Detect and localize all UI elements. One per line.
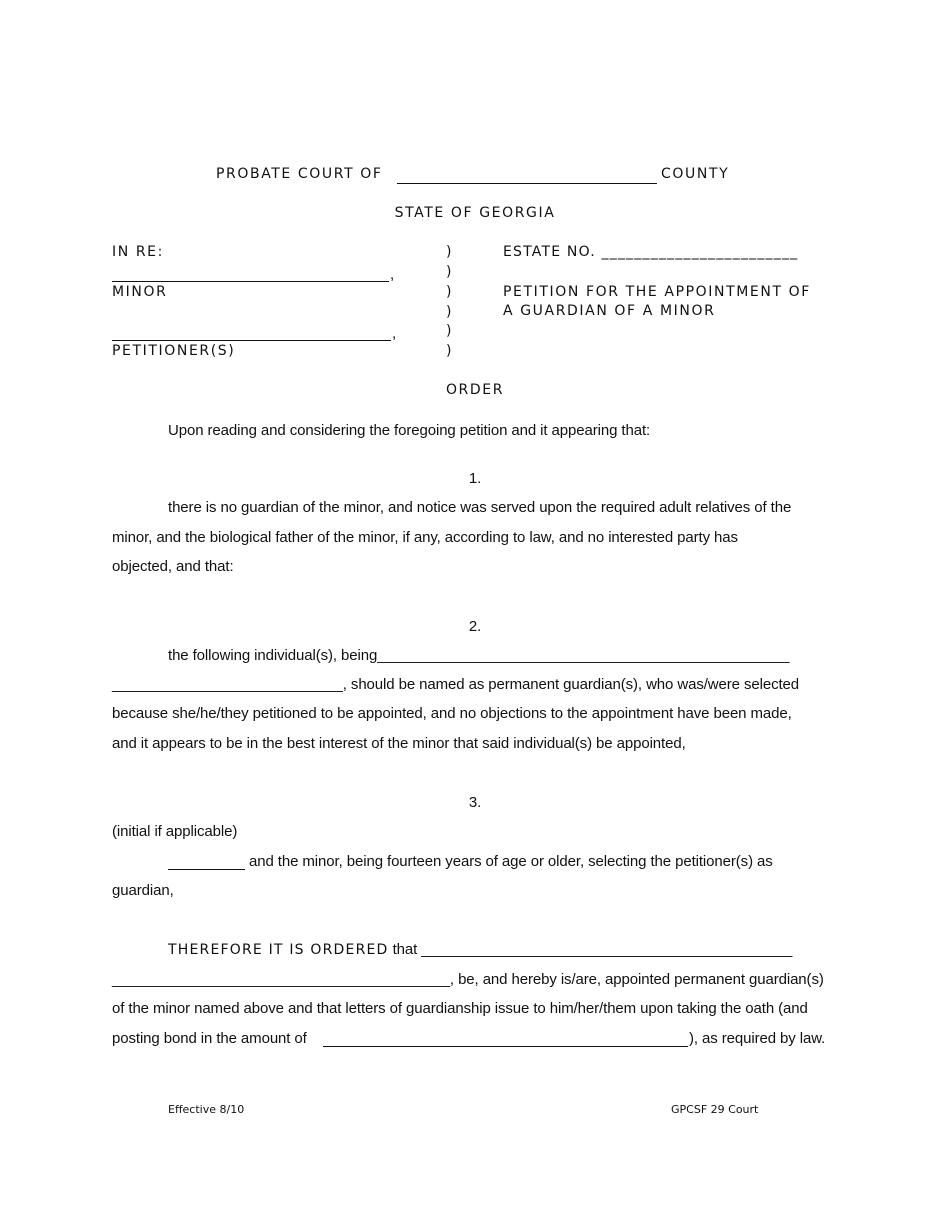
county-name-line[interactable] <box>397 183 657 184</box>
bond-prefix: posting bond in the amount of <box>112 1030 307 1047</box>
caption-paren: ) <box>446 323 454 339</box>
bond-suffix: ), as required by law. <box>689 1030 826 1047</box>
petitioner-comma: , <box>392 325 397 342</box>
bond-amount-field[interactable] <box>323 1046 688 1047</box>
petitioner-name-line[interactable] <box>112 340 391 341</box>
petitioner-label: PETITIONER(S) <box>112 343 236 359</box>
state-heading: STATE OF GEORGIA <box>394 205 556 221</box>
guardian-names-field[interactable]: the following individual(s), being__________________________________________________ <box>168 647 790 664</box>
item2-line2[interactable]: ____________________________, should be named as permanent guardian(s), who was/were selected <box>112 676 800 693</box>
therefore-line1[interactable] <box>168 941 792 959</box>
caption-paren: ) <box>446 244 454 260</box>
item1-line2: minor, and the biological father of the minor, if any, according to law, and no interested party has <box>112 529 738 546</box>
effective-date: Effective 8/10 <box>168 1103 245 1116</box>
item1-line3: objected, and that: <box>112 558 234 575</box>
item3-line2: guardian, <box>112 882 174 899</box>
caption-paren: ) <box>446 264 454 280</box>
form-id: GPCSF 29 Court <box>671 1103 759 1116</box>
minor-comma: , <box>390 266 395 283</box>
therefore-label: THEREFORE IT IS ORDERED <box>168 942 389 958</box>
item2-number: 2. <box>468 618 482 635</box>
item2-line4: and it appears to be in the best interest of the minor that said individual(s) be appointed, <box>112 735 686 752</box>
initial-note: (initial if applicable) <box>112 823 238 840</box>
in-re-label: IN RE: <box>112 244 164 260</box>
item1-line1: there is no guardian of the minor, and notice was served upon the required adult relatives of the <box>168 499 792 516</box>
petition-title-line2: A GUARDIAN OF A MINOR <box>503 303 716 319</box>
therefore-line3: of the minor named above and that letters of guardianship issue to him/her/them upon taking the oath (and <box>112 1000 808 1017</box>
minor-name-line[interactable] <box>112 281 389 282</box>
item3-line1: and the minor, being fourteen years of age or older, selecting the petitioner(s) as <box>249 853 773 870</box>
caption-paren: ) <box>446 284 454 300</box>
court-suffix: COUNTY <box>661 166 730 182</box>
item1-number: 1. <box>468 470 482 487</box>
therefore-line2[interactable]: _________________________________________, be, and hereby is/are, appointed permanent guardian(s) <box>112 971 824 988</box>
appointee-field[interactable]: that _____________________________________________ <box>388 941 793 958</box>
initial-field[interactable] <box>168 869 245 870</box>
caption-paren: ) <box>446 343 454 359</box>
item3-number: 3. <box>468 794 482 811</box>
item2-line3: because she/he/they petitioned to be appointed, and no objections to the appointment have been made, <box>112 705 792 722</box>
petition-title-line1: PETITION FOR THE APPOINTMENT OF <box>503 284 811 300</box>
estate-number-field[interactable]: ESTATE NO. ________________________ <box>503 244 799 260</box>
court-prefix: PROBATE COURT OF <box>216 166 383 182</box>
caption-paren: ) <box>446 304 454 320</box>
minor-label: MINOR <box>112 284 168 300</box>
order-title: ORDER <box>445 382 505 398</box>
order-intro: Upon reading and considering the foregoing petition and it appearing that: <box>168 422 651 439</box>
